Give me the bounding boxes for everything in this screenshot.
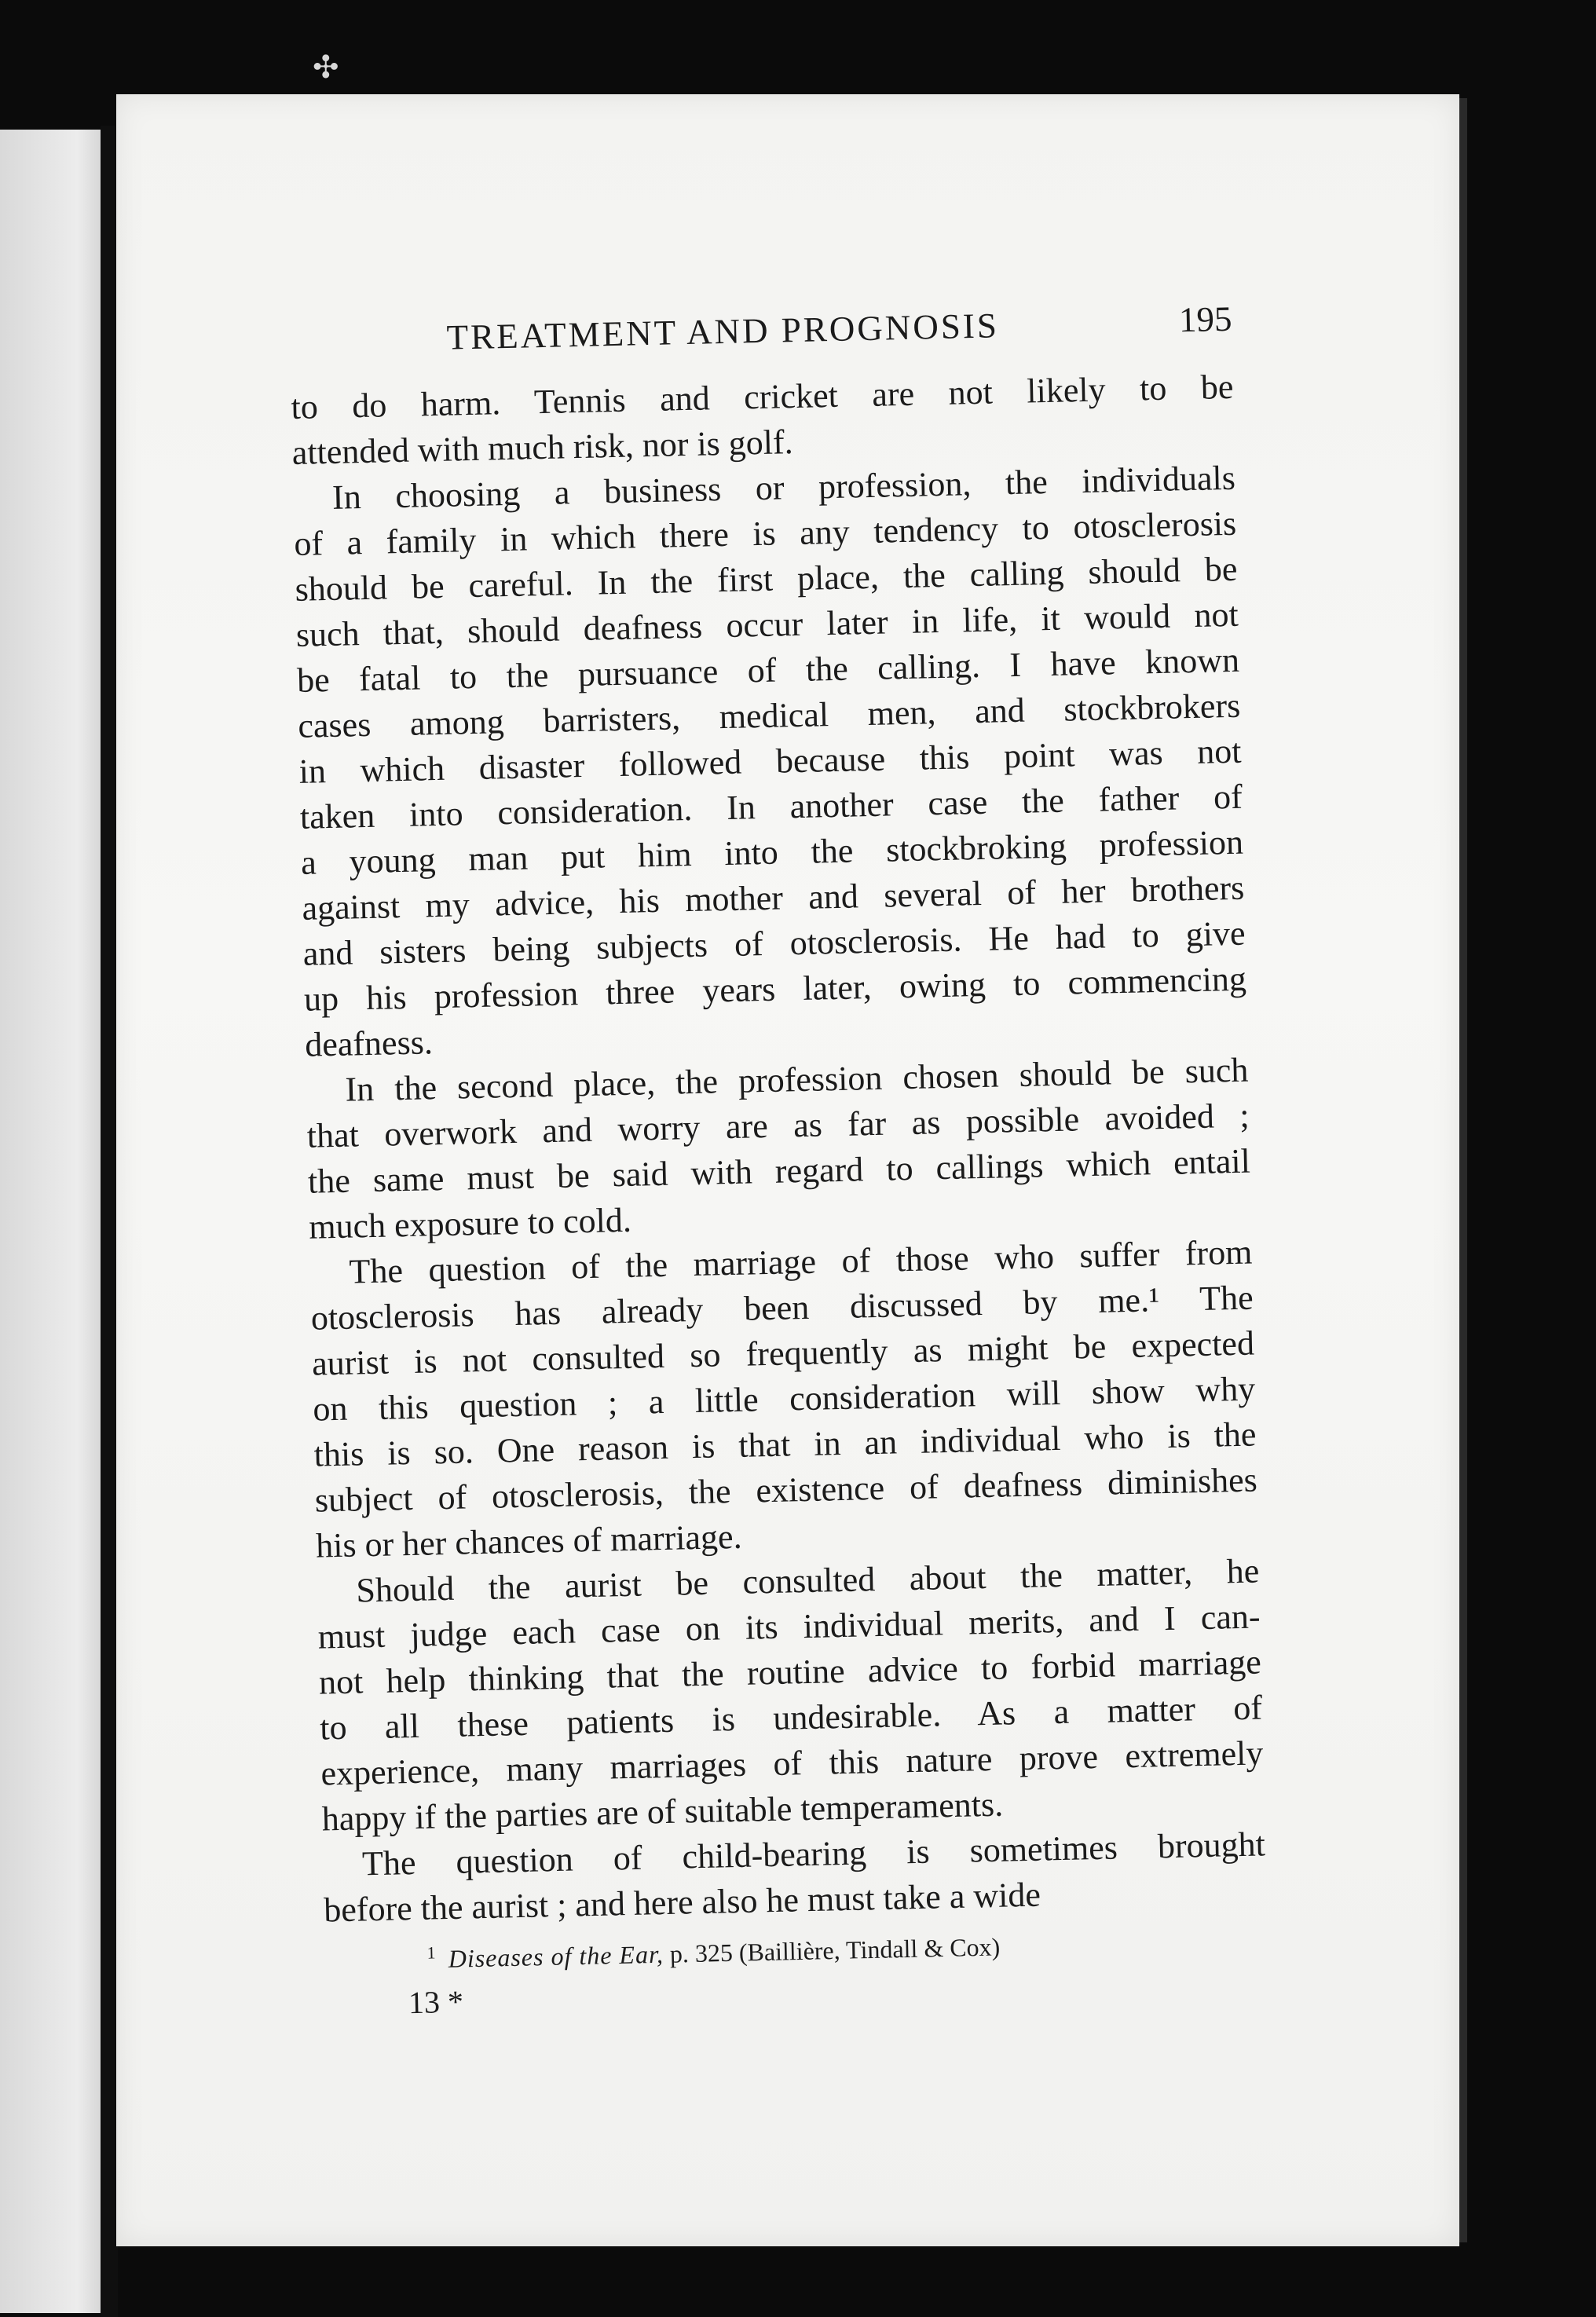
text-line: cases among barristers, medical men, and stockbrokers [297, 686, 1241, 745]
text-line: up his profession three years later, owing to commencing [303, 959, 1247, 1019]
text-line: of a family in which there is any tendency to otosclerosis [293, 503, 1237, 563]
text-line: aurist is not consulted so frequently as might be expected [311, 1323, 1255, 1383]
text-line: The question of child-bearing is sometimes brought [361, 1825, 1266, 1883]
paragraph [292, 456, 1247, 1068]
text-line: much exposure to cold. [308, 1200, 632, 1246]
text-line: to all these patients is undesirable. As a matter of [319, 1688, 1263, 1748]
footnote-mark: 1 [426, 1942, 436, 1963]
text-line: and sisters being subjects of otosclerosis. He had to give [302, 913, 1246, 973]
text-line: should be careful. In the first place, the calling should be [295, 549, 1238, 609]
text-line: attended with much risk, nor is golf. [291, 423, 794, 472]
paragraph [309, 1230, 1259, 1569]
text-line: deafness. [304, 1023, 434, 1064]
text-line: his or her chances of marriage. [315, 1517, 743, 1565]
running-title: TREATMENT AND PROGNOSIS [446, 306, 1000, 357]
footnote-reference: p. 325 (Baillière, Tindall & Cox) [669, 1932, 1001, 1968]
text-line: subject of otosclerosis, the existence of deafness diminishes [314, 1460, 1258, 1520]
text-line: before the aurist ; and here also he must take a wide [323, 1875, 1041, 1930]
scan-speck: ✣ [313, 49, 339, 85]
page-edge [1459, 98, 1467, 2242]
text-line: must judge each case on its individual merits, and I can- [317, 1597, 1261, 1656]
signature-mark: 13 * [408, 1983, 464, 2020]
text-line: be fatal to the pursuance of the calling. I have known [296, 640, 1240, 700]
page-number: 195 [1178, 298, 1232, 340]
text-line: taken into consideration. In another case the father of [299, 777, 1243, 836]
text-line: the same must be said with regard to callings which entail [307, 1141, 1251, 1201]
text-line: Should the aurist be consulted about the matter, he [355, 1551, 1260, 1610]
text-line: that overwork and worry are as far as possible avoided ; [306, 1096, 1250, 1155]
paragraph [306, 1048, 1252, 1250]
text-line: in which disaster followed because this point was not [298, 731, 1242, 791]
page-text [289, 294, 1268, 2024]
text-line: happy if the parties are of suitable temperaments. [321, 1784, 1004, 1839]
text-line: against my advice, his mother and several of her brothers [301, 868, 1245, 928]
text-line: otosclerosis has already been discussed by me.¹ The [310, 1278, 1254, 1338]
text-line: not help thinking that the routine advice to forbid marriage [318, 1642, 1262, 1702]
body-text [291, 364, 1267, 1934]
paragraph [322, 1821, 1266, 1933]
text-line: this is so. One reason is that in an individual who is the [313, 1415, 1257, 1474]
paragraph [317, 1548, 1265, 1842]
text-line: such that, should deafness occur later in life, it would not [295, 595, 1239, 654]
text-line: experience, many marriages of this nature prove extremely [320, 1733, 1264, 1793]
text-line: a young man put him into the stockbroking profession [300, 822, 1244, 882]
gutter-shadow [101, 126, 118, 2317]
text-line: In the second place, the profession chosen should be such [345, 1050, 1249, 1109]
footnote-title: Diseases of the Ear, [448, 1939, 664, 1973]
text-line: on this question ; a little consideration will show why [312, 1369, 1256, 1429]
text-line: to do harm. Tennis and cricket are not likely to be [291, 367, 1234, 426]
text-line: In choosing a business or profession, the individuals [331, 458, 1236, 517]
text-line: The question of the marriage of those who suffer from [349, 1232, 1253, 1291]
facing-page-edge [0, 130, 110, 2313]
